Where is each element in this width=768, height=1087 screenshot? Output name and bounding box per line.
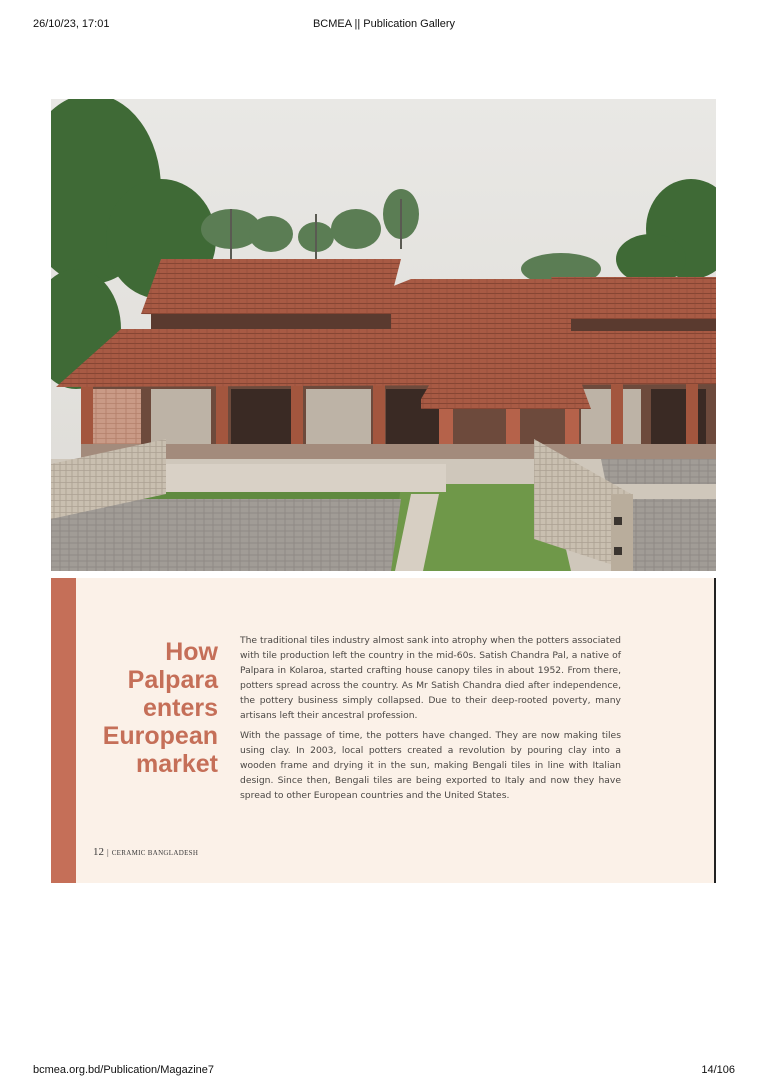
print-footer (0, 1047, 768, 1087)
folio-magazine-name: CERAMIC BANGLADESH (111, 849, 199, 857)
headline-line: Palpara (127, 666, 218, 694)
page-edge-rule (714, 578, 716, 883)
folio-separator: | (107, 847, 109, 857)
article-paragraph: With the passage of time, the potters have changed. They are now making tiles using clay. In 2003, local potters created a revolution by pouring clay into a wooden frame and drying it in the sun, making Bengali tiles in line with Italian design. Since then, Bengali tiles are being exported to Italy and now they have spread to other European countries and the United States. (240, 730, 621, 801)
article-panel (51, 578, 716, 883)
folio-page-number: 12 (93, 846, 104, 858)
article-body (240, 633, 621, 808)
magazine-page (51, 41, 716, 883)
article-headline (81, 638, 218, 778)
headline-line: market (136, 750, 218, 778)
print-timestamp: 26/10/23, 17:01 (33, 18, 110, 30)
headline-line: How (165, 638, 218, 666)
tile-factory-photo (51, 99, 716, 571)
print-header (0, 0, 768, 40)
print-page-count: 14/106 (701, 1064, 735, 1076)
headline-line: enters (142, 694, 218, 722)
page-folio (93, 846, 198, 858)
accent-bar (51, 578, 76, 883)
article-paragraph: The traditional tiles industry almost sank into atrophy when the potters associated with tile production left the country in the mid-60s. Satish Chandra Pal, a native of Palpara in Kolaroa, started crafting house canopy tiles in about 1952. From there, potters spread across the country. As Mr Satish Chandra died after independence, the pottery business simply collapsed. Due to their deep-rooted poverty, many artisans left their ancestral profession. (240, 635, 621, 721)
print-title: BCMEA || Publication Gallery (312, 18, 456, 30)
print-url: bcmea.org.bd/Publication/Magazine7 (33, 1064, 215, 1076)
headline-line: European (102, 722, 218, 750)
